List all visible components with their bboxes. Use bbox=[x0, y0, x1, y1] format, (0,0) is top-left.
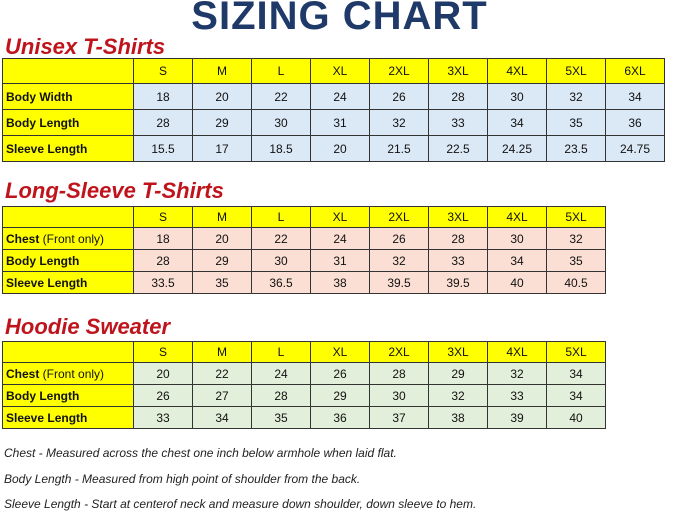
value-cell: 28 bbox=[370, 363, 429, 385]
row-label-text: Chest bbox=[6, 366, 40, 381]
value-cell: 37 bbox=[370, 407, 429, 429]
size-header: L bbox=[252, 59, 311, 84]
note-sleeve-length: Sleeve Length - Start at centerof neck and measure down shoulder, down sleeve to hem. bbox=[4, 497, 477, 511]
value-cell: 40 bbox=[547, 407, 606, 429]
table-row bbox=[3, 250, 606, 272]
size-header: S bbox=[134, 59, 193, 84]
value-cell: 26 bbox=[311, 363, 370, 385]
value-cell: 35 bbox=[547, 110, 606, 136]
table-row bbox=[3, 407, 606, 429]
value-cell: 26 bbox=[370, 228, 429, 250]
row-label: Body Width bbox=[3, 84, 134, 110]
size-header: 3XL bbox=[429, 342, 488, 363]
value-cell: 21.5 bbox=[370, 136, 429, 162]
value-cell: 30 bbox=[252, 110, 311, 136]
size-header: M bbox=[193, 342, 252, 363]
value-cell: 29 bbox=[193, 250, 252, 272]
value-cell: 29 bbox=[193, 110, 252, 136]
size-header: 4XL bbox=[488, 59, 547, 84]
value-cell: 32 bbox=[370, 250, 429, 272]
value-cell: 30 bbox=[488, 228, 547, 250]
value-cell: 35 bbox=[547, 250, 606, 272]
value-cell: 22 bbox=[252, 228, 311, 250]
note-body-length: Body Length - Measured from high point of shoulder from the back. bbox=[4, 472, 361, 486]
value-cell: 32 bbox=[488, 363, 547, 385]
table-row bbox=[3, 385, 606, 407]
table-header-row bbox=[3, 59, 665, 84]
size-header: S bbox=[134, 207, 193, 228]
size-header: 5XL bbox=[547, 59, 606, 84]
value-cell: 34 bbox=[606, 84, 665, 110]
value-cell: 33 bbox=[134, 407, 193, 429]
value-cell: 34 bbox=[193, 407, 252, 429]
section-title-unisex-tshirts: Unisex T-Shirts bbox=[5, 34, 166, 59]
value-cell: 24 bbox=[311, 84, 370, 110]
value-cell: 40 bbox=[488, 272, 547, 294]
value-cell: 33.5 bbox=[134, 272, 193, 294]
value-cell: 18 bbox=[134, 84, 193, 110]
value-cell: 39.5 bbox=[370, 272, 429, 294]
row-label: Sleeve Length bbox=[3, 272, 134, 294]
row-label bbox=[3, 363, 134, 385]
value-cell: 30 bbox=[370, 385, 429, 407]
table-row bbox=[3, 110, 665, 136]
value-cell: 30 bbox=[488, 84, 547, 110]
value-cell: 39.5 bbox=[429, 272, 488, 294]
size-header: 5XL bbox=[547, 207, 606, 228]
size-table-unisex-tshirts bbox=[2, 58, 665, 162]
value-cell: 20 bbox=[311, 136, 370, 162]
table-row bbox=[3, 136, 665, 162]
value-cell: 24.25 bbox=[488, 136, 547, 162]
size-table-hoodie-sweater bbox=[2, 341, 606, 429]
value-cell: 28 bbox=[252, 385, 311, 407]
size-header: XL bbox=[311, 207, 370, 228]
size-header: XL bbox=[311, 59, 370, 84]
value-cell: 38 bbox=[429, 407, 488, 429]
section-title-hoodie-sweater: Hoodie Sweater bbox=[5, 314, 171, 339]
value-cell: 28 bbox=[134, 250, 193, 272]
value-cell: 36 bbox=[311, 407, 370, 429]
value-cell: 33 bbox=[488, 385, 547, 407]
value-cell: 24 bbox=[311, 228, 370, 250]
value-cell: 32 bbox=[429, 385, 488, 407]
value-cell: 36.5 bbox=[252, 272, 311, 294]
value-cell: 31 bbox=[311, 250, 370, 272]
size-header: 4XL bbox=[488, 342, 547, 363]
size-header: 2XL bbox=[370, 342, 429, 363]
value-cell: 17 bbox=[193, 136, 252, 162]
row-label: Sleeve Length bbox=[3, 136, 134, 162]
table-row bbox=[3, 228, 606, 250]
value-cell: 31 bbox=[311, 110, 370, 136]
size-header: 4XL bbox=[488, 207, 547, 228]
row-label: Body Length bbox=[3, 250, 134, 272]
value-cell: 15.5 bbox=[134, 136, 193, 162]
value-cell: 33 bbox=[429, 110, 488, 136]
value-cell: 29 bbox=[429, 363, 488, 385]
table-row bbox=[3, 363, 606, 385]
value-cell: 26 bbox=[370, 84, 429, 110]
value-cell: 20 bbox=[134, 363, 193, 385]
row-label: Body Length bbox=[3, 385, 134, 407]
size-header: L bbox=[252, 207, 311, 228]
value-cell: 32 bbox=[547, 84, 606, 110]
value-cell: 28 bbox=[429, 84, 488, 110]
header-corner-cell bbox=[3, 207, 134, 228]
row-label-text: Chest bbox=[6, 231, 40, 246]
size-header: 3XL bbox=[429, 59, 488, 84]
page-title: SIZING CHART bbox=[191, 0, 488, 38]
value-cell: 32 bbox=[547, 228, 606, 250]
value-cell: 29 bbox=[311, 385, 370, 407]
value-cell: 28 bbox=[134, 110, 193, 136]
size-header: L bbox=[252, 342, 311, 363]
table-header-row bbox=[3, 207, 606, 228]
size-header: M bbox=[193, 59, 252, 84]
value-cell: 32 bbox=[370, 110, 429, 136]
value-cell: 34 bbox=[547, 363, 606, 385]
value-cell: 40.5 bbox=[547, 272, 606, 294]
value-cell: 22 bbox=[252, 84, 311, 110]
size-header: 3XL bbox=[429, 207, 488, 228]
header-corner-cell bbox=[3, 342, 134, 363]
row-label: Sleeve Length bbox=[3, 407, 134, 429]
size-header: 6XL bbox=[606, 59, 665, 84]
value-cell: 39 bbox=[488, 407, 547, 429]
value-cell: 22.5 bbox=[429, 136, 488, 162]
value-cell: 24.75 bbox=[606, 136, 665, 162]
value-cell: 27 bbox=[193, 385, 252, 407]
value-cell: 22 bbox=[193, 363, 252, 385]
value-cell: 20 bbox=[193, 84, 252, 110]
size-header: 2XL bbox=[370, 207, 429, 228]
value-cell: 38 bbox=[311, 272, 370, 294]
size-table-long-sleeve-tshirts bbox=[2, 206, 606, 294]
value-cell: 34 bbox=[488, 250, 547, 272]
value-cell: 30 bbox=[252, 250, 311, 272]
size-header: 2XL bbox=[370, 59, 429, 84]
size-header: S bbox=[134, 342, 193, 363]
value-cell: 34 bbox=[488, 110, 547, 136]
note-chest: Chest - Measured across the chest one inch below armhole when laid flat. bbox=[4, 446, 397, 460]
row-label: Body Length bbox=[3, 110, 134, 136]
value-cell: 33 bbox=[429, 250, 488, 272]
value-cell: 35 bbox=[193, 272, 252, 294]
value-cell: 35 bbox=[252, 407, 311, 429]
value-cell: 18 bbox=[134, 228, 193, 250]
row-label bbox=[3, 228, 134, 250]
size-header: M bbox=[193, 207, 252, 228]
value-cell: 24 bbox=[252, 363, 311, 385]
size-header: 5XL bbox=[547, 342, 606, 363]
header-corner-cell bbox=[3, 59, 134, 84]
value-cell: 36 bbox=[606, 110, 665, 136]
table-row bbox=[3, 84, 665, 110]
value-cell: 23.5 bbox=[547, 136, 606, 162]
table-header-row bbox=[3, 342, 606, 363]
row-label-note: (Front only) bbox=[39, 366, 105, 381]
value-cell: 26 bbox=[134, 385, 193, 407]
row-label-note: (Front only) bbox=[39, 231, 105, 246]
section-title-long-sleeve-tshirts: Long-Sleeve T-Shirts bbox=[5, 178, 224, 203]
value-cell: 18.5 bbox=[252, 136, 311, 162]
value-cell: 20 bbox=[193, 228, 252, 250]
value-cell: 28 bbox=[429, 228, 488, 250]
size-header: XL bbox=[311, 342, 370, 363]
table-row bbox=[3, 272, 606, 294]
value-cell: 34 bbox=[547, 385, 606, 407]
